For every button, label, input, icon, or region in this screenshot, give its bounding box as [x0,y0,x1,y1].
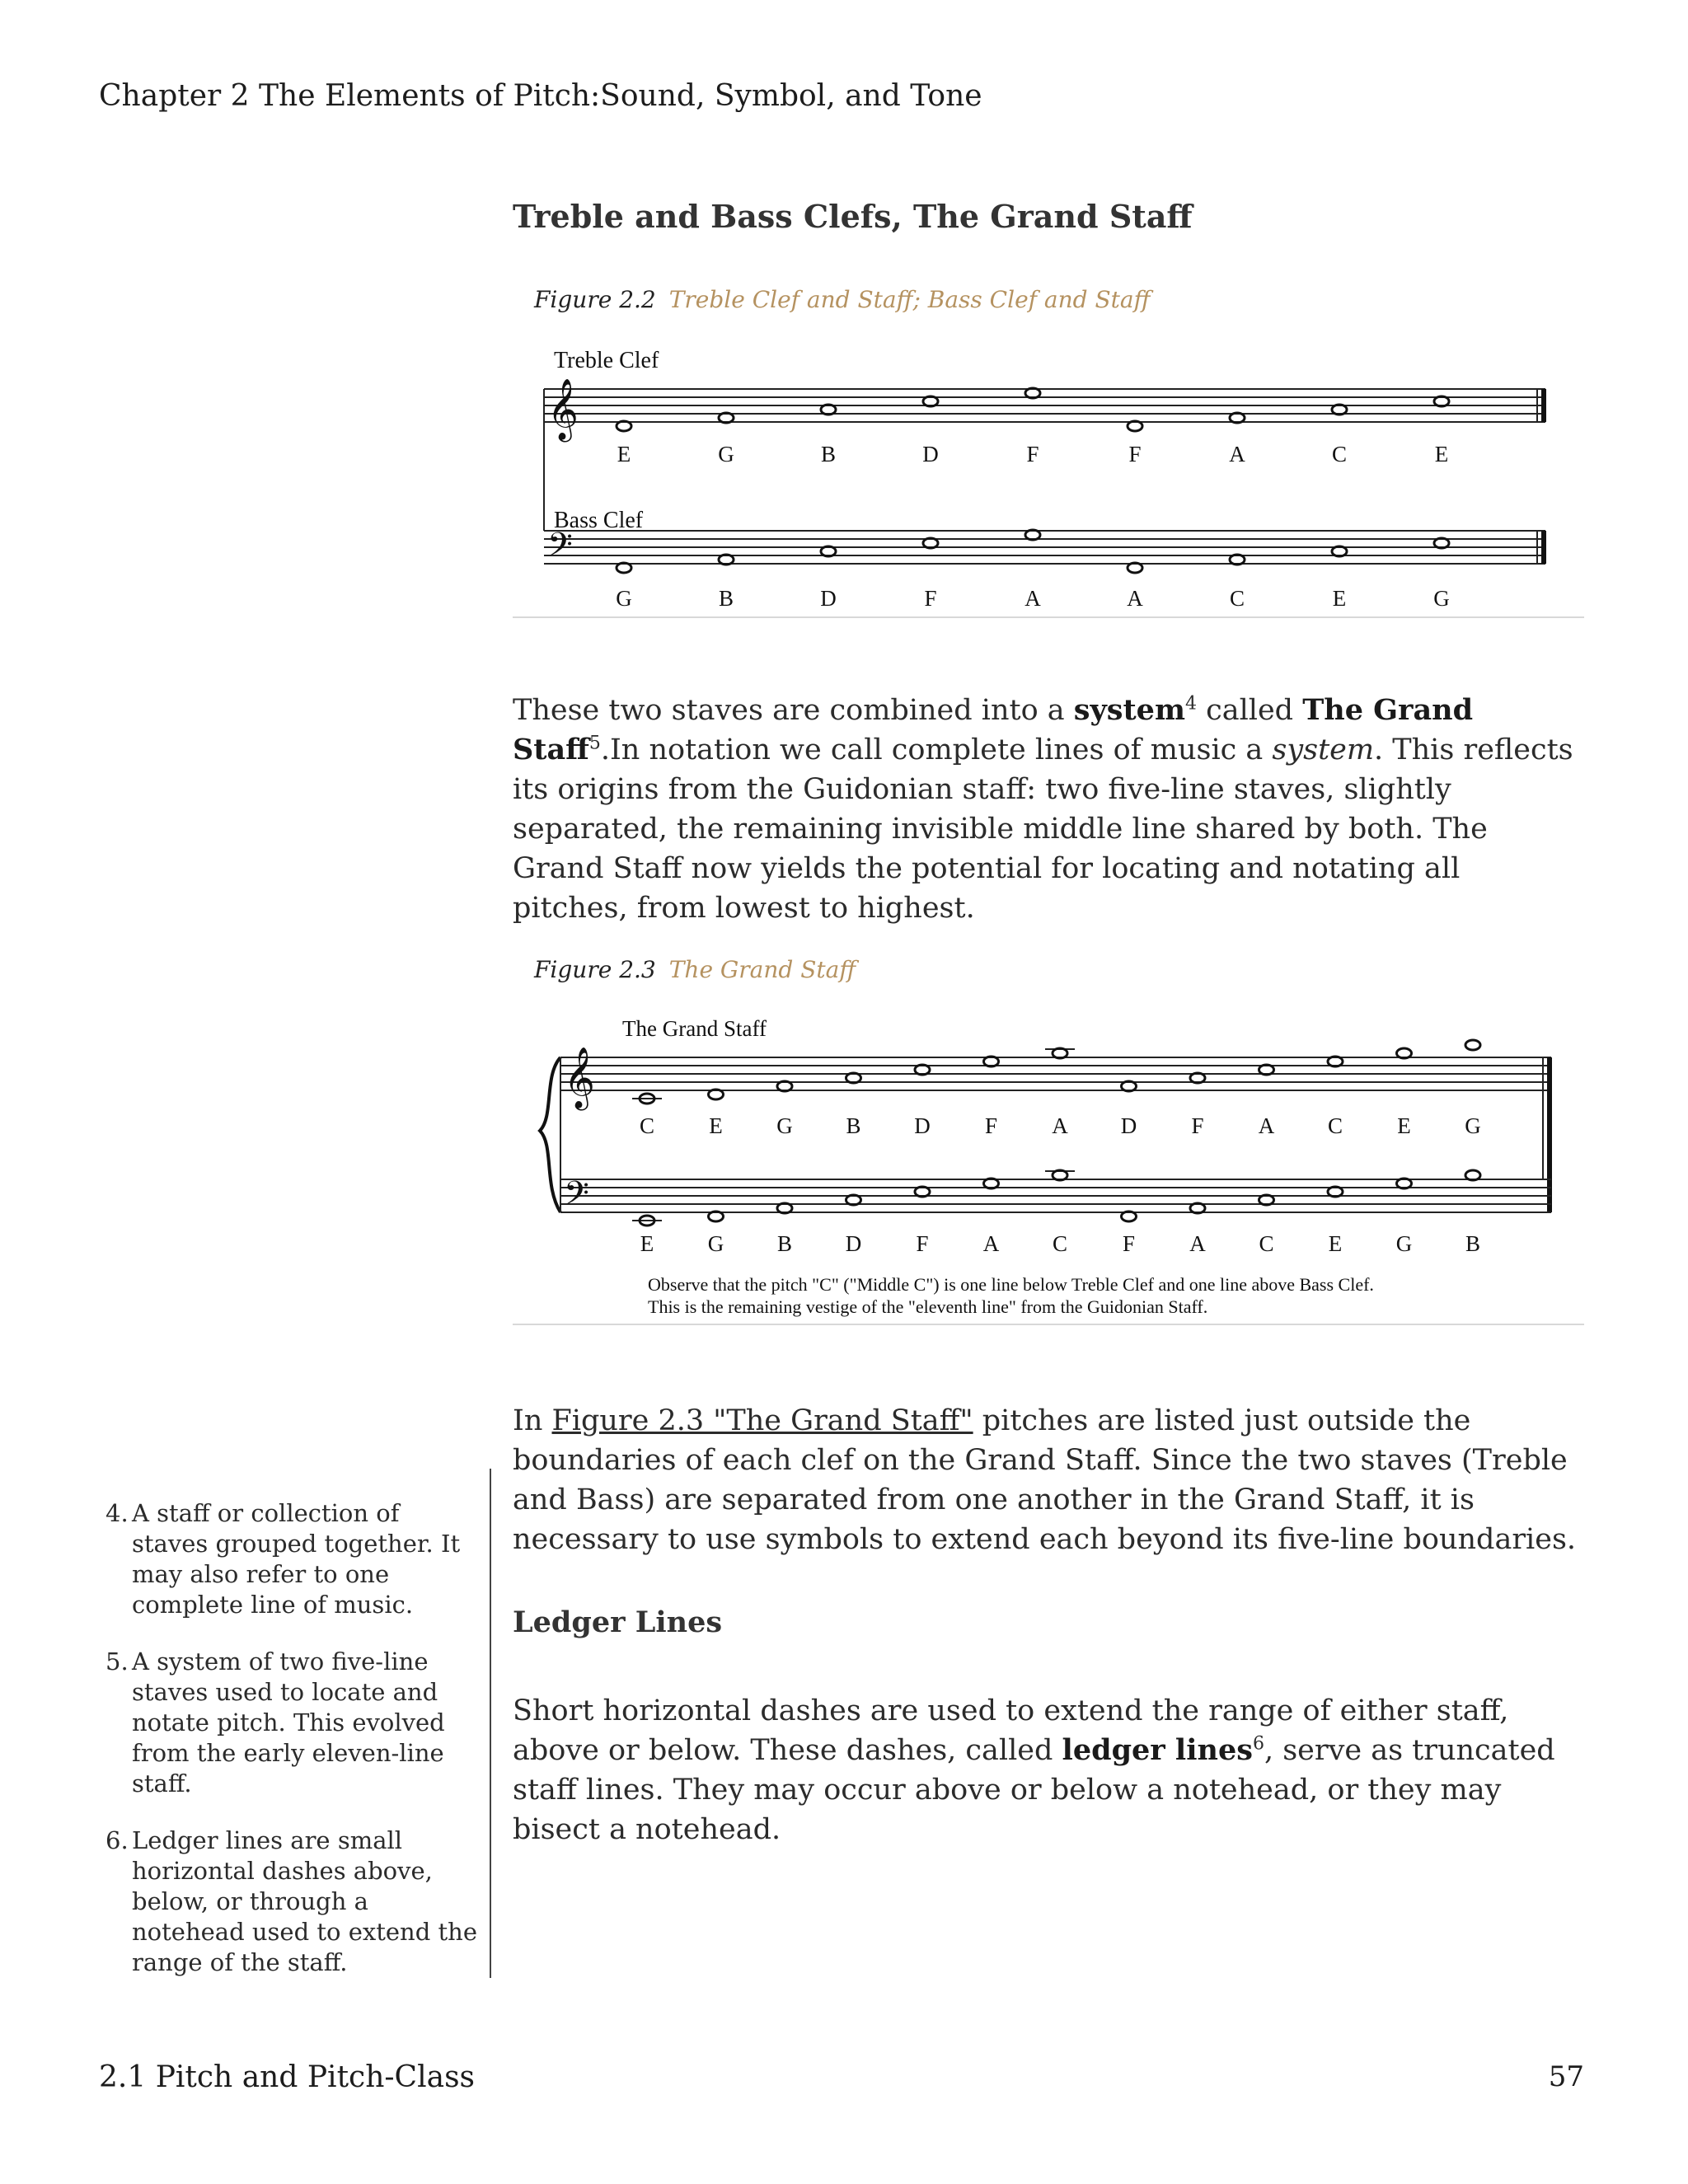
note-letter-label: D [845,1231,862,1256]
note-letter-label: E [617,442,631,466]
note-letter-label: E [1328,1231,1343,1256]
note-letter-label: E [1332,586,1347,611]
note-letter-label: B [1465,1231,1481,1256]
bass-clef-label: Bass Clef [554,508,644,533]
figure-title: Treble Clef and Staff; Bass Clef and Staff [668,286,1151,313]
note-letter-label: A [982,1231,1000,1256]
paragraph-ledger-intro: In Figure 2.3 "The Grand Staff" pitches are listed just outside the boundaries of each clef on the Grand Staff. Since the two staves (Treble and Bass) are separated from one another in the Grand Staff, it is necessary to use symbols to extend each beyond its five-line boundaries. [513,1404,1577,1556]
note-letter-label: F [1122,1231,1136,1256]
note-letter-label: G [1433,586,1450,611]
note-letter-label: F [1128,442,1142,466]
treble-staff-lines [544,389,1545,422]
footnote-5: 5. A system of two five-line staves used to locate and notate pitch. This evolved from the early eleven-line staff. [106,1647,445,1797]
note-letter-label: B [776,1231,793,1256]
figure-divider [513,1324,1584,1325]
treble-clef-icon: 𝄞 [564,1048,595,1107]
footnote-ref-5[interactable]: 5 [588,733,601,754]
bass-clef-icon: 𝄢 [547,527,573,571]
figure-2-2-caption [534,286,1606,313]
page-number: 57 [1548,2060,1584,2093]
note-letter-label: D [914,1113,931,1138]
note-letter-label: E [1397,1113,1411,1138]
note-letter-label: F [1191,1113,1204,1138]
figure-2-3-grand-staff [536,1010,1591,1323]
term-ledger-lines: ledger lines [1062,1733,1253,1767]
treble-final-barline [1541,389,1546,422]
bass-staff-lines [560,1179,1551,1212]
note-letter-label: G [776,1113,793,1138]
figure-title: The Grand Staff [668,956,856,983]
margin-divider [490,1469,491,1978]
running-footer: 2.1 Pitch and Pitch-Class [99,2060,476,2094]
treble-note-group [632,1040,1481,1138]
note-letter-label: A [1189,1231,1206,1256]
final-barline [1547,1057,1552,1212]
paragraph-ledger-lines: Short horizontal dashes are used to extend the range of either staff, above or below. These dashes, called ledger lines$^6$, serve as truncated staff lines. They may occur above or below a notehead, or they may bisect a notehead. [513,1694,1555,1846]
note-letter-label: E [640,1231,654,1256]
footnote-6: 6. Ledger lines are small horizontal dashes above, below, or through a notehead used to extend the range of the staff. [106,1826,477,1976]
treble-note-group [617,388,1449,466]
treble-staff-lines [560,1057,1551,1090]
note-letter-label: A [1052,1113,1068,1138]
note-letter-label: G [1395,1231,1413,1256]
note-letter-label: E [709,1113,723,1138]
figure-2-2-staves [536,338,1591,618]
note-letter-label: F [1026,442,1039,466]
section-heading: Treble and Bass Clefs, The Grand Staff [513,198,1193,235]
note-letter-label: G [616,586,632,611]
figure-note-line-2: This is the remaining vestige of the "eleventh line" from the Guidonian Staff. [648,1296,1208,1317]
figure-2-3-link[interactable]: Figure 2.3 "The Grand Staff" [551,1404,973,1437]
note-letter-label: B [718,586,734,611]
figure-2-3-caption [534,956,1606,983]
note-letter-label: A [1229,442,1245,466]
note-letter-label: C [1327,1113,1343,1138]
figure-note-line-1: Observe that the pitch "C" ("Middle C") is one line below Treble Clef and one line above Bass Clef. [648,1274,1374,1295]
footnote-ref-6[interactable]: 6 [1252,1733,1264,1755]
note-letter-label: B [846,1113,861,1138]
bass-note-group [616,530,1450,611]
figure-number: Figure 2.2 [534,286,656,313]
running-header: Chapter 2 The Elements of Pitch:Sound, Symbol, and Tone [99,79,982,113]
bass-staff-lines [544,531,1545,564]
figure-divider [513,616,1584,618]
note-letter-label: F [916,1231,929,1256]
note-letter-label: F [924,586,937,611]
footnote-ref-4[interactable]: 4 [1184,693,1197,715]
note-letter-label: D [922,442,939,466]
bass-clef-icon: 𝄢 [564,1176,589,1220]
note-letter-label: G [718,442,734,466]
note-letter-label: G [1465,1113,1481,1138]
note-letter-label: A [1258,1113,1275,1138]
treble-clef-label: Treble Clef [554,348,659,373]
note-letter-label: B [820,442,837,466]
treble-clef-icon: 𝄞 [547,380,579,438]
note-letter-label: E [1434,442,1449,466]
figure-number: Figure 2.3 [534,956,656,983]
term-grand-staff: The Grand Staff [513,693,1474,766]
note-letter-label: C [1259,1231,1274,1256]
paragraph-grand-staff: These two staves are combined into a system$^4$ called The Grand Staff$^5$.In notation we call complete lines of music a system. This reflects its origins from the Guidonian staff: two five-line staves, slightly separated, the remaining invisible middle line shared by both. The Grand Staff now yields the potential for locating and notating all pitches, from lowest to highest. [513,693,1573,925]
brace-icon [540,1057,560,1212]
term-system: system [1073,693,1185,727]
note-letter-label: D [820,586,837,611]
note-letter-label: C [1052,1231,1068,1256]
note-letter-label: A [1127,586,1143,611]
note-letter-label: D [1120,1113,1137,1138]
subsection-heading: Ledger Lines [513,1605,723,1639]
note-letter-label: C [1331,442,1348,466]
note-letter-label: A [1025,586,1041,611]
note-head [1465,1040,1480,1050]
bass-final-barline [1541,531,1546,564]
note-letter-label: F [984,1113,998,1138]
grand-staff-label: The Grand Staff [622,1016,767,1041]
note-letter-label: G [707,1231,724,1256]
note-letter-label: C [639,1113,655,1138]
footnote-list [103,1498,478,2004]
note-letter-label: C [1229,586,1245,611]
footnote-4: 4. A staff or collection of staves grouped together. It may also refer to one complete line of music. [106,1499,461,1619]
